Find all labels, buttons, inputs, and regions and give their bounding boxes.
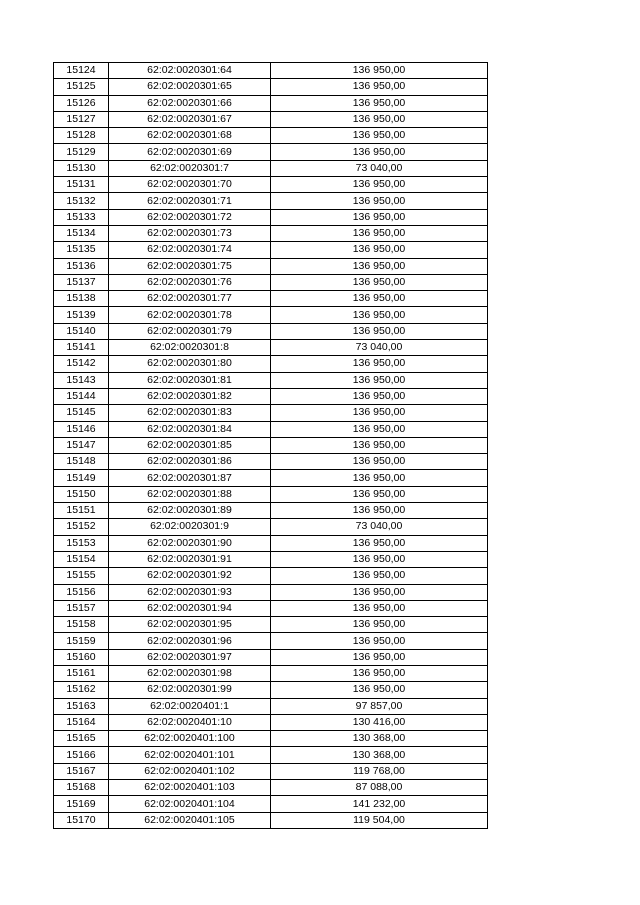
table-row [54, 209, 488, 225]
row-number-cell: 15131 [54, 177, 109, 193]
row-number-cell: 15133 [54, 209, 109, 225]
cadastral-number-cell: 62:02:0020401:105 [109, 812, 271, 828]
cadastral-number-cell: 62:02:0020301:85 [109, 437, 271, 453]
cadastral-number-cell: 62:02:0020301:99 [109, 682, 271, 698]
value-cell: 136 950,00 [271, 128, 488, 144]
row-number-cell: 15160 [54, 649, 109, 665]
row-number-cell: 15169 [54, 796, 109, 812]
cadastral-number-cell: 62:02:0020401:1 [109, 698, 271, 714]
table-row [54, 291, 488, 307]
row-number-cell: 15144 [54, 388, 109, 404]
row-number-cell: 15164 [54, 714, 109, 730]
cadastral-number-cell: 62:02:0020301:76 [109, 274, 271, 290]
table-row [54, 714, 488, 730]
table-row [54, 698, 488, 714]
value-cell: 136 950,00 [271, 258, 488, 274]
row-number-cell: 15146 [54, 421, 109, 437]
cadastral-number-cell: 62:02:0020401:104 [109, 796, 271, 812]
row-number-cell: 15155 [54, 568, 109, 584]
table-row [54, 551, 488, 567]
cadastral-number-cell: 62:02:0020301:90 [109, 535, 271, 551]
table-row [54, 340, 488, 356]
row-number-cell: 15170 [54, 812, 109, 828]
cadastral-number-cell: 62:02:0020301:74 [109, 242, 271, 258]
row-number-cell: 15149 [54, 470, 109, 486]
value-cell: 136 950,00 [271, 63, 488, 79]
row-number-cell: 15129 [54, 144, 109, 160]
value-cell: 136 950,00 [271, 405, 488, 421]
value-cell: 136 950,00 [271, 242, 488, 258]
table-row [54, 323, 488, 339]
value-cell: 136 950,00 [271, 600, 488, 616]
table-row [54, 405, 488, 421]
cadastral-number-cell: 62:02:0020301:77 [109, 291, 271, 307]
value-cell: 136 950,00 [271, 144, 488, 160]
value-cell: 136 950,00 [271, 225, 488, 241]
table-row [54, 307, 488, 323]
row-number-cell: 15151 [54, 503, 109, 519]
table-row [54, 225, 488, 241]
cadastral-number-cell: 62:02:0020301:91 [109, 551, 271, 567]
value-cell: 136 950,00 [271, 193, 488, 209]
cadastral-number-cell: 62:02:0020301:65 [109, 79, 271, 95]
value-cell: 136 950,00 [271, 617, 488, 633]
row-number-cell: 15157 [54, 600, 109, 616]
row-number-cell: 15136 [54, 258, 109, 274]
table-row [54, 535, 488, 551]
table-row [54, 177, 488, 193]
row-number-cell: 15159 [54, 633, 109, 649]
cadastral-number-cell: 62:02:0020301:8 [109, 340, 271, 356]
value-cell: 136 950,00 [271, 177, 488, 193]
value-cell: 136 950,00 [271, 95, 488, 111]
value-cell: 136 950,00 [271, 79, 488, 95]
row-number-cell: 15134 [54, 225, 109, 241]
cadastral-number-cell: 62:02:0020301:79 [109, 323, 271, 339]
value-cell: 97 857,00 [271, 698, 488, 714]
table-row [54, 454, 488, 470]
value-cell: 73 040,00 [271, 519, 488, 535]
value-cell: 87 088,00 [271, 780, 488, 796]
table-row [54, 503, 488, 519]
cadastral-number-cell: 62:02:0020301:89 [109, 503, 271, 519]
cadastral-number-cell: 62:02:0020301:7 [109, 160, 271, 176]
table-row [54, 747, 488, 763]
value-cell: 136 950,00 [271, 682, 488, 698]
row-number-cell: 15130 [54, 160, 109, 176]
row-number-cell: 15142 [54, 356, 109, 372]
table-row [54, 682, 488, 698]
value-cell: 73 040,00 [271, 160, 488, 176]
row-number-cell: 15127 [54, 111, 109, 127]
table-body [54, 63, 488, 829]
value-cell: 136 950,00 [271, 111, 488, 127]
table-row [54, 144, 488, 160]
cadastral-number-cell: 62:02:0020401:10 [109, 714, 271, 730]
table-row [54, 193, 488, 209]
row-number-cell: 15150 [54, 486, 109, 502]
cadastral-number-cell: 62:02:0020301:67 [109, 111, 271, 127]
row-number-cell: 15145 [54, 405, 109, 421]
cadastral-number-cell: 62:02:0020301:88 [109, 486, 271, 502]
row-number-cell: 15124 [54, 63, 109, 79]
table-row [54, 258, 488, 274]
cadastral-number-cell: 62:02:0020301:86 [109, 454, 271, 470]
value-cell: 136 950,00 [271, 503, 488, 519]
value-cell: 136 950,00 [271, 535, 488, 551]
cadastral-number-cell: 62:02:0020401:102 [109, 763, 271, 779]
cadastral-number-cell: 62:02:0020301:66 [109, 95, 271, 111]
cadastral-number-cell: 62:02:0020301:95 [109, 617, 271, 633]
row-number-cell: 15165 [54, 731, 109, 747]
row-number-cell: 15135 [54, 242, 109, 258]
row-number-cell: 15168 [54, 780, 109, 796]
value-cell: 136 950,00 [271, 372, 488, 388]
cadastral-number-cell: 62:02:0020301:94 [109, 600, 271, 616]
cadastral-number-cell: 62:02:0020301:87 [109, 470, 271, 486]
cadastral-number-cell: 62:02:0020301:72 [109, 209, 271, 225]
cadastral-number-cell: 62:02:0020301:9 [109, 519, 271, 535]
table-row [54, 160, 488, 176]
row-number-cell: 15162 [54, 682, 109, 698]
table-row [54, 812, 488, 828]
value-cell: 130 368,00 [271, 731, 488, 747]
value-cell: 136 950,00 [271, 291, 488, 307]
value-cell: 136 950,00 [271, 633, 488, 649]
table-row [54, 421, 488, 437]
cadastral-number-cell: 62:02:0020301:83 [109, 405, 271, 421]
value-cell: 73 040,00 [271, 340, 488, 356]
cadastral-number-cell: 62:02:0020301:73 [109, 225, 271, 241]
table-row [54, 568, 488, 584]
value-cell: 136 950,00 [271, 470, 488, 486]
table-row [54, 79, 488, 95]
cadastral-number-cell: 62:02:0020301:84 [109, 421, 271, 437]
table-row [54, 486, 488, 502]
value-cell: 136 950,00 [271, 209, 488, 225]
table-row [54, 731, 488, 747]
table-row [54, 649, 488, 665]
table-row [54, 763, 488, 779]
cadastral-number-cell: 62:02:0020301:98 [109, 665, 271, 681]
value-cell: 136 950,00 [271, 421, 488, 437]
table-row [54, 633, 488, 649]
table-row [54, 437, 488, 453]
row-number-cell: 15132 [54, 193, 109, 209]
cadastral-number-cell: 62:02:0020301:75 [109, 258, 271, 274]
table-row [54, 63, 488, 79]
table-row [54, 356, 488, 372]
row-number-cell: 15141 [54, 340, 109, 356]
cadastral-number-cell: 62:02:0020301:68 [109, 128, 271, 144]
row-number-cell: 15161 [54, 665, 109, 681]
value-cell: 130 416,00 [271, 714, 488, 730]
value-cell: 136 950,00 [271, 568, 488, 584]
value-cell: 130 368,00 [271, 747, 488, 763]
row-number-cell: 15143 [54, 372, 109, 388]
row-number-cell: 15158 [54, 617, 109, 633]
cadastral-number-cell: 62:02:0020301:69 [109, 144, 271, 160]
value-cell: 136 950,00 [271, 454, 488, 470]
row-number-cell: 15139 [54, 307, 109, 323]
table-row [54, 600, 488, 616]
row-number-cell: 15163 [54, 698, 109, 714]
table-row [54, 519, 488, 535]
value-cell: 136 950,00 [271, 584, 488, 600]
row-number-cell: 15156 [54, 584, 109, 600]
table-row [54, 388, 488, 404]
value-cell: 136 950,00 [271, 307, 488, 323]
row-number-cell: 15140 [54, 323, 109, 339]
row-number-cell: 15125 [54, 79, 109, 95]
table-row [54, 617, 488, 633]
cadastral-number-cell: 62:02:0020301:78 [109, 307, 271, 323]
cadastral-number-cell: 62:02:0020301:70 [109, 177, 271, 193]
table-row [54, 274, 488, 290]
value-cell: 136 950,00 [271, 274, 488, 290]
cadastral-number-cell: 62:02:0020301:71 [109, 193, 271, 209]
table-row [54, 796, 488, 812]
table-row [54, 372, 488, 388]
value-cell: 119 768,00 [271, 763, 488, 779]
cadastral-number-cell: 62:02:0020301:82 [109, 388, 271, 404]
value-cell: 119 504,00 [271, 812, 488, 828]
cadastral-number-cell: 62:02:0020301:97 [109, 649, 271, 665]
value-cell: 136 950,00 [271, 388, 488, 404]
value-cell: 136 950,00 [271, 437, 488, 453]
row-number-cell: 15147 [54, 437, 109, 453]
row-number-cell: 15152 [54, 519, 109, 535]
table-row [54, 128, 488, 144]
value-cell: 136 950,00 [271, 551, 488, 567]
value-cell: 136 950,00 [271, 486, 488, 502]
cadastral-value-table [53, 62, 488, 829]
table-row [54, 665, 488, 681]
row-number-cell: 15138 [54, 291, 109, 307]
row-number-cell: 15166 [54, 747, 109, 763]
value-cell: 136 950,00 [271, 665, 488, 681]
cadastral-number-cell: 62:02:0020301:93 [109, 584, 271, 600]
table-row [54, 111, 488, 127]
cadastral-number-cell: 62:02:0020401:103 [109, 780, 271, 796]
table-row [54, 780, 488, 796]
cadastral-number-cell: 62:02:0020301:96 [109, 633, 271, 649]
value-cell: 141 232,00 [271, 796, 488, 812]
table-row [54, 95, 488, 111]
cadastral-number-cell: 62:02:0020301:64 [109, 63, 271, 79]
cadastral-number-cell: 62:02:0020401:100 [109, 731, 271, 747]
cadastral-number-cell: 62:02:0020301:92 [109, 568, 271, 584]
row-number-cell: 15148 [54, 454, 109, 470]
cadastral-number-cell: 62:02:0020401:101 [109, 747, 271, 763]
row-number-cell: 15126 [54, 95, 109, 111]
value-cell: 136 950,00 [271, 356, 488, 372]
cadastral-number-cell: 62:02:0020301:81 [109, 372, 271, 388]
row-number-cell: 15153 [54, 535, 109, 551]
row-number-cell: 15154 [54, 551, 109, 567]
value-cell: 136 950,00 [271, 323, 488, 339]
table-row [54, 470, 488, 486]
row-number-cell: 15128 [54, 128, 109, 144]
table-row [54, 242, 488, 258]
cadastral-number-cell: 62:02:0020301:80 [109, 356, 271, 372]
table-row [54, 584, 488, 600]
row-number-cell: 15167 [54, 763, 109, 779]
value-cell: 136 950,00 [271, 649, 488, 665]
row-number-cell: 15137 [54, 274, 109, 290]
